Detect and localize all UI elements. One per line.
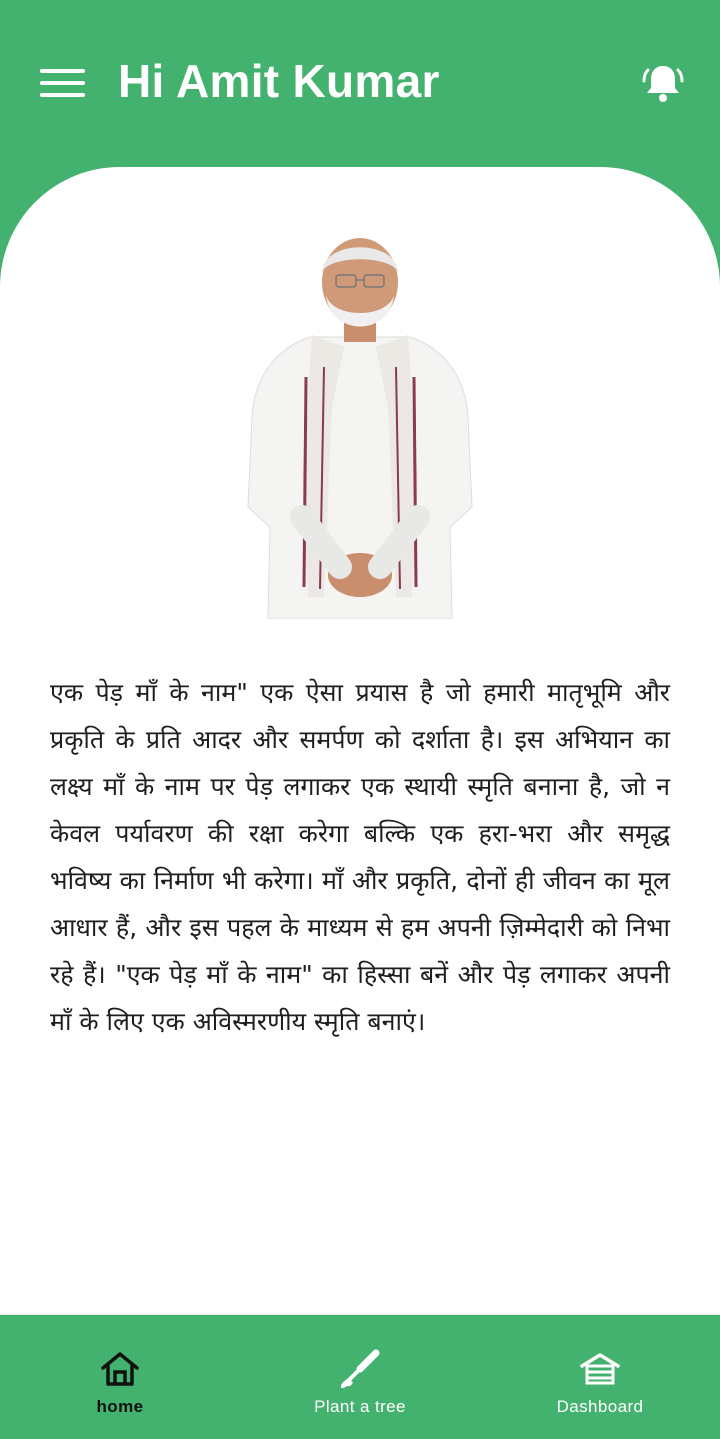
- home-icon: [98, 1347, 142, 1391]
- nav-dashboard-label: Dashboard: [556, 1397, 644, 1416]
- nav-plant-a-tree-label: Plant a tree: [314, 1397, 406, 1416]
- nav-plant-a-tree[interactable]: [240, 1315, 480, 1439]
- nav-home[interactable]: [0, 1315, 240, 1439]
- greeting-title: Hi Amit Kumar: [118, 55, 440, 107]
- content-card: [0, 167, 720, 1314]
- hamburger-menu-icon[interactable]: [40, 66, 86, 102]
- nav-home-label: home: [96, 1397, 144, 1416]
- campaign-description: एक पेड़ माँ के नाम" एक ऐसा प्रयास है जो हमारी मातृभूमि और प्रकृति के प्रति आदर और समर्पण को दर्शाता है। इस अभियान का लक्ष्य माँ के नाम पर पेड़ लगाकर एक स्थायी स्मृति बनाना है, जो न केवल पर्यावरण की रक्षा करेगा बल्कि एक हरा-भरा और समृद्ध भविष्य का निर्माण भी करेगा। माँ और प्रकृति, दोनों ही जीवन का मूल आधार हैं, और इस पहल के माध्यम से हम अपनी ज़िम्मेदारी को निभा रहे हैं। "एक पेड़ माँ के नाम" का हिस्सा बनें और पेड़ लगाकर अपनी माँ के लिए एक अविस्मरणीय स्मृति बनाएं।: [50, 678, 670, 1036]
- notification-bell-icon[interactable]: [640, 60, 686, 106]
- nav-dashboard[interactable]: [480, 1315, 720, 1439]
- bottom-navigation: [0, 1314, 720, 1439]
- app-header: [0, 0, 720, 170]
- shovel-icon: [338, 1347, 382, 1391]
- dashboard-house-icon: [578, 1347, 622, 1391]
- person-portrait: [240, 227, 480, 619]
